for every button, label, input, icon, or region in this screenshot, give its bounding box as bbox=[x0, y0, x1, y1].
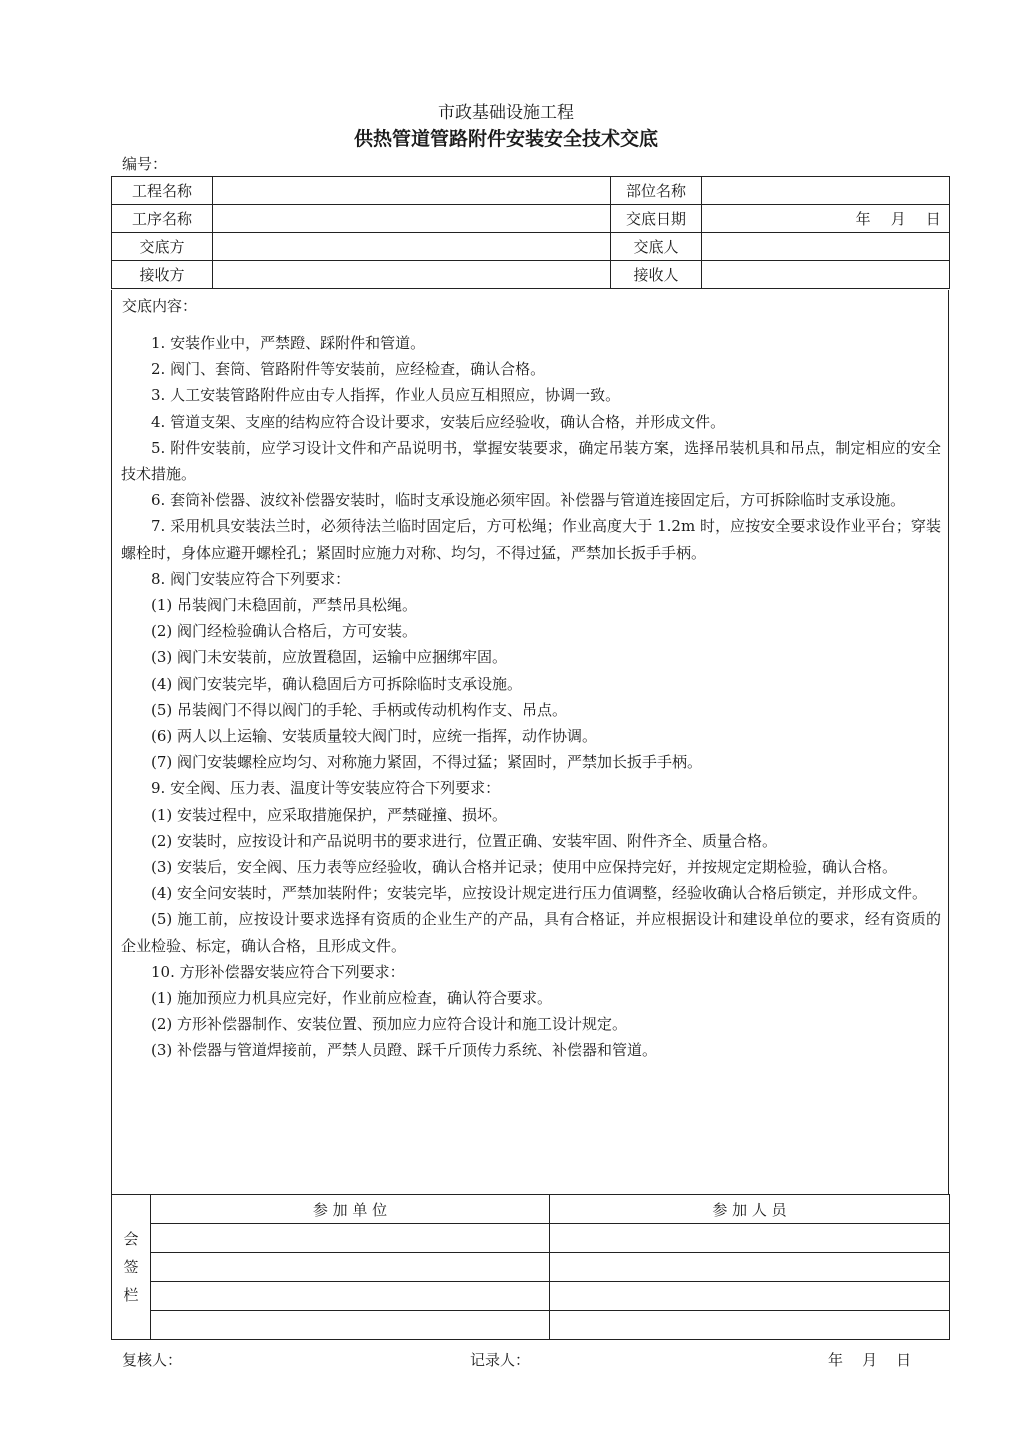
process-name-label: 工序名称 bbox=[112, 205, 213, 233]
info-table bbox=[111, 176, 950, 289]
unit-header: 参 加 单 位 bbox=[151, 1195, 550, 1224]
table-row bbox=[112, 1224, 950, 1253]
content-paragraph: 10. 方形补偿器安装应符合下列要求： bbox=[151, 962, 405, 981]
table-row bbox=[112, 1311, 950, 1340]
table-row bbox=[112, 1195, 950, 1224]
part-name-label: 部位名称 bbox=[611, 177, 702, 205]
table-row bbox=[112, 233, 950, 261]
content-paragraph: 7. 采用机具安装法兰时，必须待法兰临时固定后，方可松绳；作业高度大于 1.2m 时，应按安全要求设作业平台；穿装螺栓时，身体应避开螺栓孔；紧固时应施力对称、均匀，不得过猛，严禁加长扳手手柄。 bbox=[121, 517, 941, 562]
unit-cell[interactable] bbox=[151, 1253, 550, 1282]
content-paragraph: (2) 方形补偿器制作、安装位置、预加应力应符合设计和施工设计规定。 bbox=[151, 1015, 628, 1034]
signoff-side-label bbox=[112, 1195, 151, 1340]
content-section bbox=[111, 290, 949, 1195]
project-name-label: 工程名称 bbox=[112, 177, 213, 205]
project-name-field[interactable] bbox=[213, 177, 611, 205]
signoff-table bbox=[111, 1194, 950, 1340]
document-title: 供热管道管路附件安装安全技术交底 bbox=[353, 128, 658, 150]
content-paragraph: (2) 阀门经检验确认合格后，方可安装。 bbox=[151, 622, 418, 641]
receiver-label: 接收人 bbox=[611, 261, 702, 289]
content-paragraph: 9. 安全阀、压力表、温度计等安装应符合下列要求： bbox=[151, 779, 501, 798]
table-row bbox=[112, 261, 950, 289]
content-paragraph: (4) 阀门安装完毕，确认稳固后方可拆除临时支承设施。 bbox=[151, 674, 523, 693]
signoff-side-char: 栏 bbox=[123, 1286, 139, 1304]
reviewer-label: 复核人： bbox=[122, 1351, 183, 1369]
content-paragraph: (5) 吊装阀门不得以阀门的手轮、手柄或传动机构作支、吊点。 bbox=[151, 700, 568, 719]
content-body bbox=[121, 330, 941, 1064]
recorder-label: 记录人： bbox=[470, 1351, 531, 1369]
table-row bbox=[112, 205, 950, 233]
content-paragraph: 5. 附件安装前，应学习设计文件和产品说明书，掌握安装要求，确定吊装方案，选择吊装机具和吊点，制定相应的安全技术措施。 bbox=[121, 438, 941, 484]
person-cell[interactable] bbox=[550, 1282, 950, 1311]
receiver-party-field[interactable] bbox=[213, 261, 611, 289]
footer-date: 年 月 日 bbox=[828, 1351, 912, 1369]
unit-cell[interactable] bbox=[151, 1311, 550, 1340]
giver-field[interactable] bbox=[702, 233, 950, 261]
part-name-field[interactable] bbox=[702, 177, 950, 205]
signoff-side-char: 签 bbox=[123, 1258, 139, 1276]
process-name-field[interactable] bbox=[213, 205, 611, 233]
content-paragraph: (5) 施工前，应按设计要求选择有资质的企业生产的产品，具有合格证，并应根据设计和建设单位的要求，经有资质的企业检验、标定，确认合格，且形成文件。 bbox=[121, 910, 941, 955]
table-row bbox=[112, 1282, 950, 1311]
content-paragraph: (1) 安装过程中，应采取措施保护，严禁碰撞、损坏。 bbox=[151, 805, 508, 824]
content-paragraph: 6. 套筒补偿器、波纹补偿器安装时，临时支承设施必须牢固。补偿器与管道连接固定后，方可拆除临时支承设施。 bbox=[151, 491, 906, 510]
content-paragraph: (3) 安装后，安全阀、压力表等应经验收，确认合格并记录；使用中应保持完好，并按规定定期检验，确认合格。 bbox=[151, 858, 898, 877]
giver-party-label: 交底方 bbox=[112, 233, 213, 261]
person-cell[interactable] bbox=[550, 1253, 950, 1282]
signoff-side-char: 会 bbox=[123, 1230, 139, 1248]
content-paragraph: 2. 阀门、套筒、管路附件等安装前，应经检查，确认合格。 bbox=[151, 360, 546, 379]
content-paragraph: (6) 两人以上运输、安装质量较大阀门时，应统一指挥，动作协调。 bbox=[151, 727, 598, 746]
serial-number-label: 编号： bbox=[122, 155, 168, 173]
content-title: 交底内容： bbox=[122, 297, 198, 315]
content-paragraph: (4) 安全问安装时，严禁加装附件；安装完毕，应按设计规定进行压力值调整，经验收确认合格后锁定，并形成文件。 bbox=[151, 884, 928, 903]
content-paragraph: 3. 人工安装管路附件应由专人指挥，作业人员应互相照应，协调一致。 bbox=[151, 386, 621, 405]
content-paragraph: (3) 阀门未安装前，应放置稳固，运输中应捆绑牢固。 bbox=[151, 648, 508, 667]
table-row bbox=[112, 1253, 950, 1282]
date-field[interactable]: 年 月 日 bbox=[702, 205, 950, 233]
receiver-party-label: 接收方 bbox=[112, 261, 213, 289]
unit-cell[interactable] bbox=[151, 1224, 550, 1253]
content-paragraph: 8. 阀门安装应符合下列要求： bbox=[151, 569, 351, 588]
giver-label: 交底人 bbox=[611, 233, 702, 261]
content-paragraph: (7) 阀门安装螺栓应均匀、对称施力紧固，不得过猛；紧固时，严禁加长扳手手柄。 bbox=[151, 753, 703, 772]
receiver-field[interactable] bbox=[702, 261, 950, 289]
document-subtitle: 市政基础设施工程 bbox=[438, 103, 574, 123]
person-header: 参 加 人 员 bbox=[550, 1195, 950, 1224]
date-label: 交底日期 bbox=[611, 205, 702, 233]
content-paragraph: (1) 吊装阀门未稳固前，严禁吊具松绳。 bbox=[151, 596, 418, 615]
content-paragraph: (3) 补偿器与管道焊接前，严禁人员蹬、踩千斤顶传力系统、补偿器和管道。 bbox=[151, 1041, 658, 1060]
content-paragraph: 4. 管道支架、支座的结构应符合设计要求，安装后应经验收，确认合格，并形成文件。 bbox=[151, 412, 726, 431]
content-paragraph: (2) 安装时，应按设计和产品说明书的要求进行，位置正确、安装牢固、附件齐全、质量合格。 bbox=[151, 831, 778, 850]
giver-party-field[interactable] bbox=[213, 233, 611, 261]
person-cell[interactable] bbox=[550, 1311, 950, 1340]
table-row bbox=[112, 177, 950, 205]
person-cell[interactable] bbox=[550, 1224, 950, 1253]
content-paragraph: 1. 安装作业中，严禁蹬、踩附件和管道。 bbox=[151, 334, 426, 352]
unit-cell[interactable] bbox=[151, 1282, 550, 1311]
content-paragraph: (1) 施加预应力机具应完好，作业前应检查，确认符合要求。 bbox=[151, 989, 553, 1008]
